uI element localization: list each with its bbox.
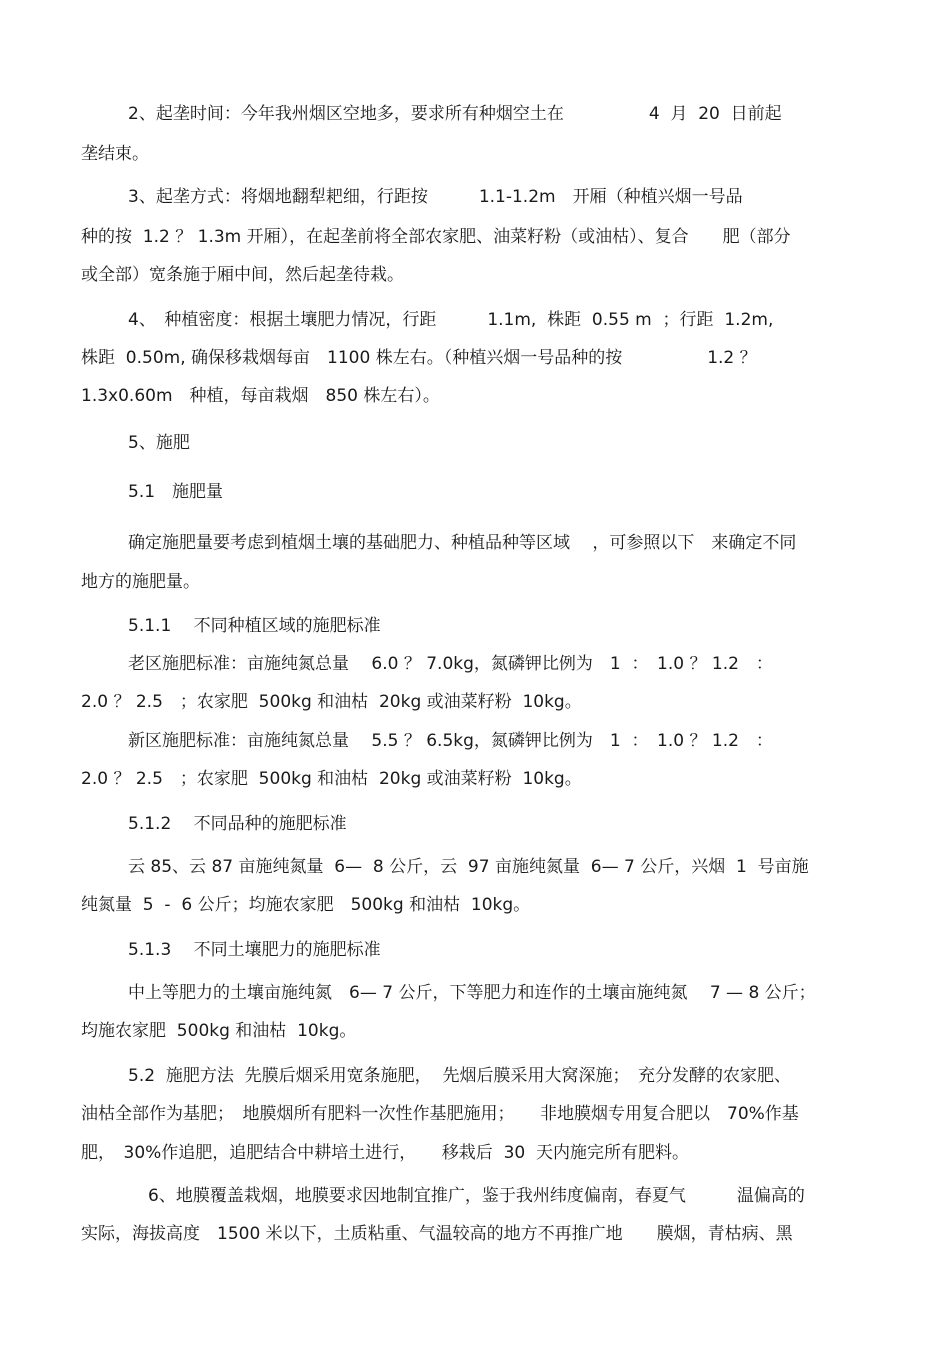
text-line: 老区施肥标准：亩施纯氮总量 6.0 ？ 7.0kg，氮磷钾比例为 1 ： 1.0 ？ 1.2 ： bbox=[128, 654, 773, 674]
text-line: 种的按 1.2 ？ 1.3m 开厢），在起垄前将全部农家肥、油菜籽粉（或油枯）、复合 肥（部分 bbox=[81, 227, 791, 247]
text-line: 5.2 施肥方法 先膜后烟采用宽条施肥， 先烟后膜采用大窝深施； 充分发酵的农家肥、 bbox=[128, 1066, 791, 1086]
text-line: 确定施肥量要考虑到植烟土壤的基础肥力、种植品种等区域 ，可参照以下 来确定不同 bbox=[128, 533, 797, 553]
section-heading: 5.1.1 不同种植区域的施肥标准 bbox=[128, 616, 381, 636]
text-line: 中上等肥力的土壤亩施纯氮 6— 7 公斤，下等肥力和连作的土壤亩施纯氮 7 — 8 公斤； bbox=[128, 983, 816, 1003]
text-line: 肥， 30%作追肥，追肥结合中耕培土进行， 移栽后 30 天内施完所有肥料。 bbox=[81, 1143, 690, 1163]
text-line: 2.0 ？ 2.5 ；农家肥 500kg 和油枯 20kg 或油菜籽粉 10kg。 bbox=[81, 769, 582, 789]
text-line: 4、 种植密度：根据土壤肥力情况，行距 1.1m, 株距 0.55 m ；行距 1.2m, bbox=[128, 310, 774, 330]
text-line: 均施农家肥 500kg 和油枯 10kg。 bbox=[81, 1021, 357, 1041]
text-line: 株距 0.50m, 确保移栽烟每亩 1100 株左右。（种植兴烟一号品种的按 1.2 ？ bbox=[81, 348, 757, 368]
text-line: 纯氮量 5 - 6 公斤；均施农家肥 500kg 和油枯 10kg。 bbox=[81, 895, 531, 915]
text-line: 实际，海拔高度 1500 米以下，土质粘重、气温较高的地方不再推广地 膜烟，青枯病、黑 bbox=[81, 1224, 793, 1244]
text-line: 垄结束。 bbox=[81, 144, 149, 164]
text-line: 新区施肥标准：亩施纯氮总量 5.5 ？ 6.5kg，氮磷钾比例为 1 ： 1.0 ？ 1.2 ： bbox=[128, 731, 773, 751]
section-heading: 5.1.2 不同品种的施肥标准 bbox=[128, 814, 347, 834]
text-line: 云 85、云 87 亩施纯氮量 6— 8 公斤，云 97 亩施纯氮量 6— 7 公斤，兴烟 1 号亩施 bbox=[128, 857, 809, 877]
section-heading: 5.1.3 不同土壤肥力的施肥标准 bbox=[128, 940, 381, 960]
text-line: 3、起垄方式：将烟地翻犁耙细，行距按 1.1-1.2m 开厢（种植兴烟一号品 bbox=[128, 187, 743, 207]
text-line: 2、起垄时间：今年我州烟区空地多，要求所有种烟空土在 4 月 20 日前起 bbox=[128, 104, 782, 124]
text-line: 油枯全部作为基肥； 地膜烟所有肥料一次性作基肥施用； 非地膜烟专用复合肥以 70%作基 bbox=[81, 1104, 799, 1124]
text-line: 1.3x0.60m 种植，每亩栽烟 850 株左右）。 bbox=[81, 386, 440, 406]
text-line: 6、地膜覆盖栽烟，地膜要求因地制宜推广，鉴于我州纬度偏南，春夏气 温偏高的 bbox=[148, 1186, 805, 1206]
section-heading: 5.1 施肥量 bbox=[128, 482, 224, 502]
text-line: 地方的施肥量。 bbox=[81, 572, 200, 592]
text-line: 或全部）宽条施于厢中间，然后起垄待栽。 bbox=[81, 265, 404, 285]
text-line: 2.0 ？ 2.5 ；农家肥 500kg 和油枯 20kg 或油菜籽粉 10kg。 bbox=[81, 692, 582, 712]
section-heading: 5、施肥 bbox=[128, 433, 190, 453]
